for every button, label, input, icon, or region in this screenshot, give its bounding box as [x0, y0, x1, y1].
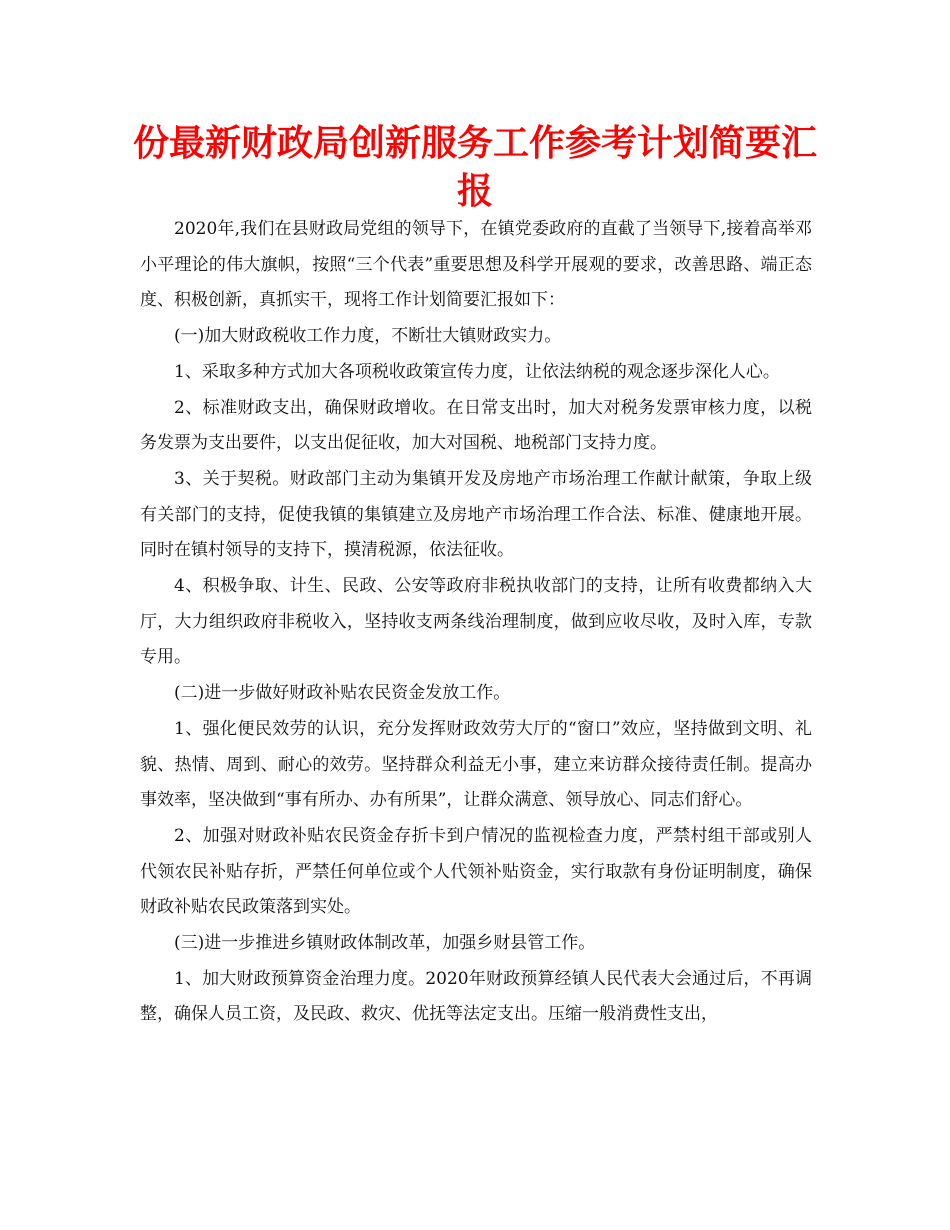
- section-heading-2: (二)进一步做好财政补贴农民资金发放工作。: [174, 683, 511, 704]
- section-heading-1: (一)加大财政税收工作力度，不断壮大镇财政实力。: [174, 326, 562, 347]
- paragraph-intro: 2020年,我们在县财政局党组的领导下，在镇党委政府的直截了当领导下,接着高举邓小平理论的伟大旗帜，按照“三个代表”重要思想及科学开展观的要求，改善思路、端正态度、积极创新，真抓实干，现将工作计划简要汇报如下：: [140, 219, 812, 311]
- paragraph: 2、加强对财政补贴农民资金存折卡到户情况的监视检查力度，严禁村组干部或别人代领农民补贴存折，严禁任何单位或个人代领补贴资金，实行取款有身份证明制度，确保财政补贴农民政策落到实处。: [140, 825, 812, 918]
- paragraph: 1、采取多种方式加大各项税收政策宣传力度，让依法纳税的观念逐步深化人心。: [174, 361, 780, 382]
- section-heading-3: (三)进一步推进乡镇财政体制改革，加强乡财县管工作。: [174, 933, 596, 954]
- paragraph: 1、强化便民效劳的认识，充分发挥财政效劳大厅的“窗口”效应，坚持做到文明、礼貌、热情、周到、耐心的效劳。坚持群众利益无小事，建立来访群众接待责任制。提高办事效率，坚决做到“事有所办、办有所果”，让群众满意、领导放心、同志们舒心。: [140, 718, 812, 811]
- document-title: 份最新财政局创新服务工作参考计划简要汇报: [132, 123, 817, 212]
- paragraph: 2、标准财政支出，确保财政增收。在日常支出时，加大对税务发票审核力度，以税务发票为支出要件，以支出促征收，加大对国税、地税部门支持力度。: [140, 397, 812, 454]
- document-body: [140, 212, 812, 1033]
- paragraph: 4、积极争取、计生、民政、公安等政府非税执收部门的支持，让所有收费都纳入大厅，大力组织政府非税收入，坚持收支两条线治理制度，做到应收尽收，及时入库，专款专用。: [140, 576, 812, 668]
- paragraph: 1、加大财政预算资金治理力度。2020年财政预算经镇人民代表大会通过后，不再调整，确保人员工资，及民政、救灾、优抚等法定支出。压缩一般消费性支出，: [140, 968, 812, 1025]
- paragraph: 3、关于契税。财政部门主动为集镇开发及房地产市场治理工作献计献策，争取上级有关部门的支持，促使我镇的集镇建立及房地产市场治理工作合法、标准、健康地开展。同时在镇村领导的支持下，摸清税源，依法征收。: [140, 468, 812, 561]
